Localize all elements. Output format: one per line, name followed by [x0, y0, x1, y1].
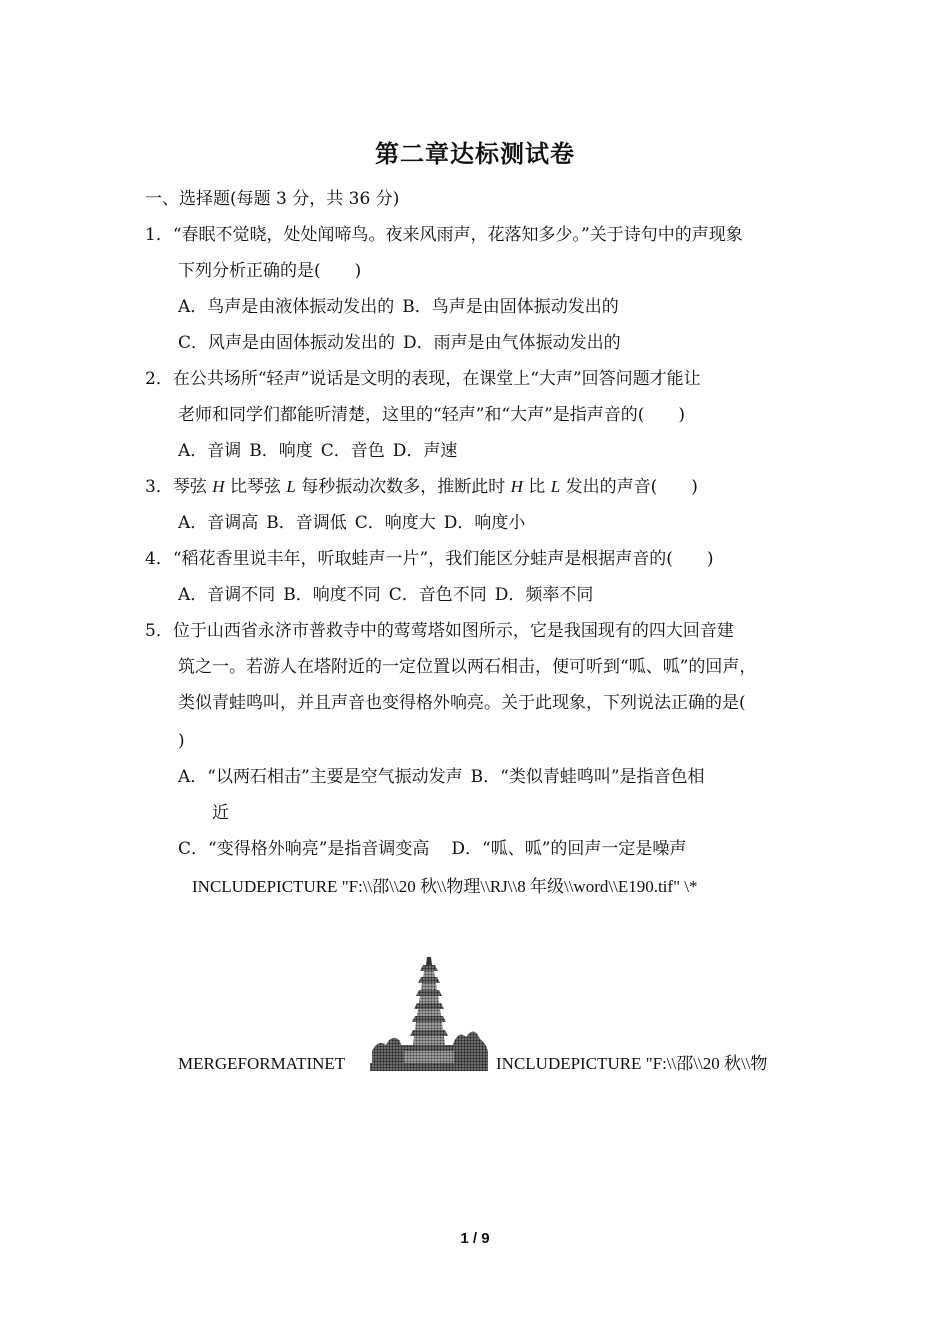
q3-var-h: H [212, 477, 225, 496]
field-code-merge: MERGEFORMATINET [178, 1054, 346, 1073]
q5-option-c[interactable]: C．“变得格外响亮”是指音调变高 [178, 839, 430, 859]
q3-stem-part: 比 [522, 477, 551, 497]
q5-option-a[interactable]: A．“以两石相击”主要是空气振动发声 [178, 767, 463, 787]
q2-stem-line2: 老师和同学们都能听清楚，这里的“轻声”和“大声”是指声音的( ) [178, 405, 686, 425]
q2-option-d[interactable]: D．声速 [392, 441, 458, 461]
q5-stem-line4: ) [178, 731, 185, 751]
q3-var-l: L [550, 477, 561, 496]
q4-option-a[interactable]: A．音调不同 [178, 585, 276, 605]
q3-option-d[interactable]: D．响度小 [443, 513, 526, 533]
q4-options-row [178, 584, 593, 606]
q2-stem-line1: 2．在公共场所“轻声”说话是文明的表现，在课堂上“大声”回答问题才能让 [145, 369, 701, 389]
q3-var-h: H [510, 477, 523, 496]
q3-stem-part: 3．琴弦 [145, 477, 213, 497]
q3-stem-part: 比琴弦 [224, 477, 287, 497]
q3-option-b[interactable]: B．音调低 [266, 513, 347, 533]
q3-option-c[interactable]: C．响度大 [354, 513, 436, 533]
q1-stem-line1: 1．“春眠不觉晓，处处闻啼鸟。夜来风雨声，花落知多少。”关于诗句中的声现象 [145, 225, 743, 245]
q2-option-b[interactable]: B．响度 [249, 441, 313, 461]
q3-stem-part: 每秒振动次数多，推断此时 [295, 477, 511, 497]
q5-option-b-continued: 近 [212, 803, 229, 823]
pagoda-icon [370, 955, 488, 1071]
q1-stem-line2: 下列分析正确的是( ) [178, 261, 362, 281]
q4-option-b[interactable]: B．响度不同 [283, 585, 381, 605]
field-code-line1: INCLUDEPICTURE "F:\\邵\\20 秋\\物理\\RJ\\8 年级\\word\\E190.tif" \* [192, 877, 698, 896]
q5-stem-line2: 筑之一。若游人在塔附近的一定位置以两石相击，便可听到“呱、呱”的回声， [178, 657, 757, 677]
q1-options-row2 [178, 332, 621, 354]
q1-option-b[interactable]: B．鸟声是由固体振动发出的 [402, 297, 619, 317]
q3-options-row [178, 512, 525, 534]
q2-option-a[interactable]: A．音调 [178, 441, 242, 461]
q5-stem-line3: 类似青蛙鸣叫，并且声音也变得格外响亮。关于此现象，下列说法正确的是( [178, 693, 746, 713]
q3-stem [145, 476, 698, 498]
q3-var-l: L [286, 477, 296, 496]
page-number: 1 / 9 [460, 1230, 490, 1247]
q5-options-row2 [178, 838, 686, 860]
q1-option-d[interactable]: D．雨声是由气体振动发出的 [403, 333, 621, 353]
q5-option-b[interactable]: B．“类似青蛙鸣叫”是指音色相 [470, 767, 705, 787]
q5-option-d[interactable]: D．“呱、呱”的回声一定是噪声 [451, 839, 687, 859]
q2-option-c[interactable]: C．音色 [320, 441, 385, 461]
q4-stem: 4．“稻花香里说丰年，听取蛙声一片”，我们能区分蛙声是根据声音的( ) [145, 549, 714, 569]
q2-options-row [178, 440, 457, 462]
page-title: 第二章达标测试卷 [375, 139, 575, 168]
q5-stem-line1: 5．位于山西省永济市普救寺中的莺莺塔如图所示，它是我国现有的四大回音建 [145, 621, 734, 641]
q5-options-row1 [178, 766, 705, 788]
q1-option-c[interactable]: C．风声是由固体振动发出的 [178, 333, 396, 353]
q4-option-c[interactable]: C．音色不同 [388, 585, 487, 605]
field-code-line2: INCLUDEPICTURE "F:\\邵\\20 秋\\物 [496, 1054, 768, 1073]
q1-option-a[interactable]: A．鸟声是由液体振动发出的 [178, 297, 395, 317]
q3-option-a[interactable]: A．音调高 [178, 513, 259, 533]
q1-options-row1 [178, 296, 619, 318]
section-heading: 一、选择题(每题 3 分，共 36 分) [145, 189, 400, 209]
q4-option-d[interactable]: D．频率不同 [494, 585, 594, 605]
q3-stem-part: 发出的声音( ) [560, 477, 698, 497]
